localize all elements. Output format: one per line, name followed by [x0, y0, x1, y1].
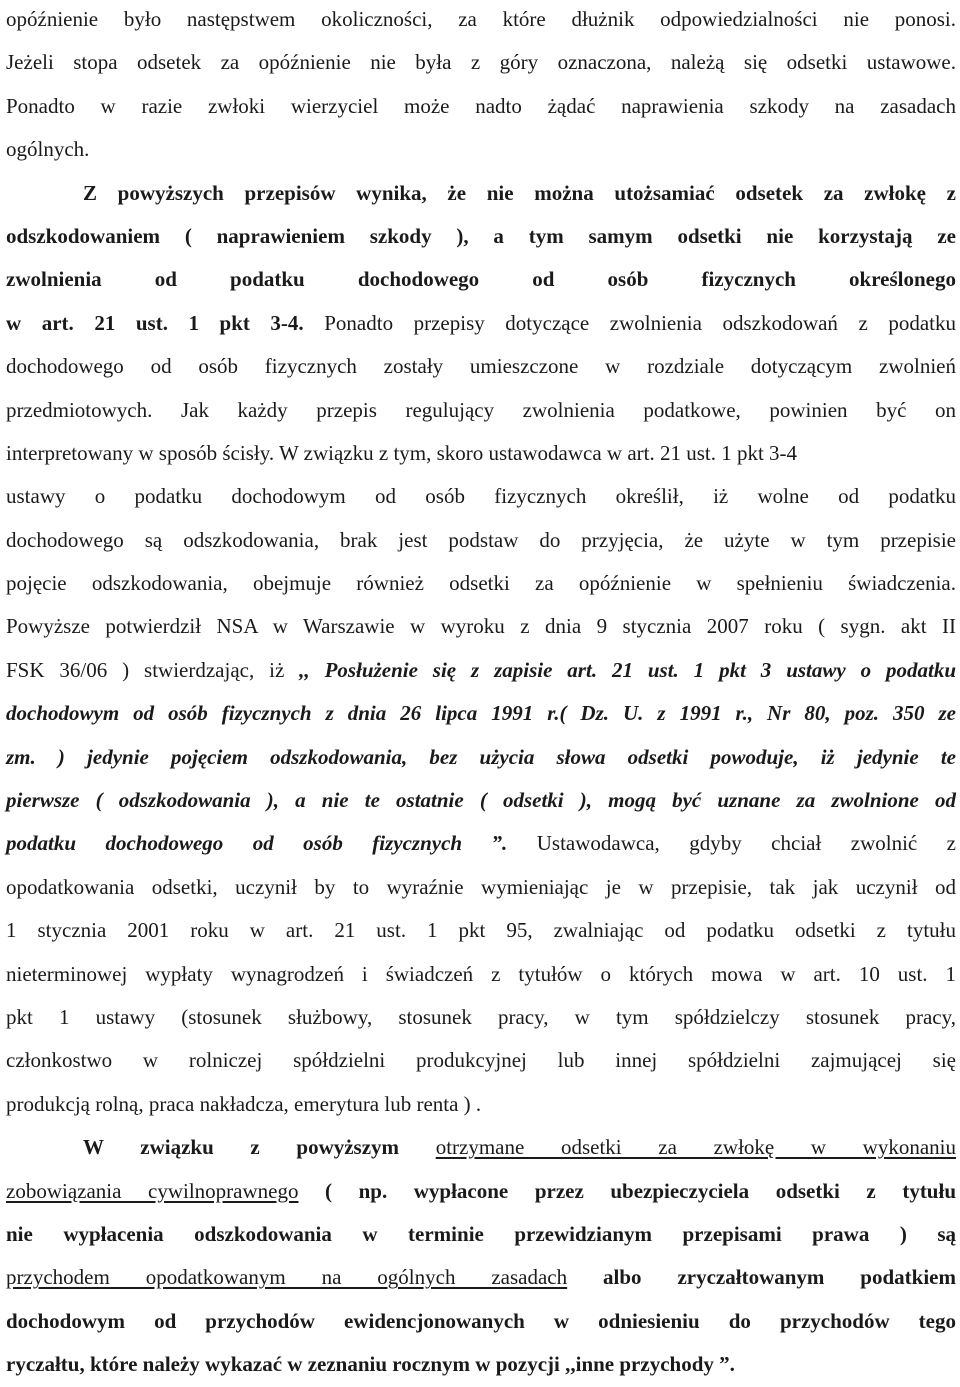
text-run: produkcją rolną, praca nakładcza, emerytura lub renta ) .: [6, 1091, 482, 1116]
text-line: [6, 562, 956, 605]
text-line: [6, 519, 956, 562]
bold-text: pierwsze ( odszkodowania ), a nie te ostatnie ( odsetki ), mogą być uznane za zwolnione od: [6, 788, 956, 813]
text-run: opóźnienie było następstwem okoliczności, za które dłużnik odpowiedzialności nie ponosi.: [6, 7, 956, 31]
text-line: [6, 692, 956, 735]
text-line: [6, 258, 956, 301]
underlined-text: przychodem opodatkowanym na ogólnych zasadach: [6, 1265, 568, 1290]
text-line: [6, 475, 956, 518]
text-run: Ponadto przepisy dotyczące zwolnienia odszkodowań z podatku: [303, 310, 956, 335]
text-run: członkostwo w rolniczej spółdzielni produkcyjnej lub innej spółdzielni zajmującej się: [6, 1048, 956, 1073]
text-run: przedmiotowych. Jak każdy przepis regulujący zwolnienia podatkowe, powinien być on: [6, 397, 956, 422]
text-line: [6, 172, 956, 215]
text-line: [6, 1343, 956, 1386]
bold-text: dochodowym od przychodów ewidencjonowanych w odniesieniu do przychodów tego: [6, 1308, 956, 1333]
text-line: [6, 389, 956, 432]
bold-text: nie wypłacenia odszkodowania w terminie przewidzianym przepisami prawa ) są: [6, 1221, 956, 1246]
text-line: [6, 996, 956, 1039]
text-line: [6, 1213, 956, 1256]
bold-text: podatku dochodowego od osób fizycznych ”.: [6, 831, 508, 856]
text-line: [6, 909, 956, 952]
underlined-text: zobowiązania cywilnoprawnego: [6, 1178, 299, 1203]
text-line: [6, 822, 956, 865]
text-run: 1 stycznia 2001 roku w art. 21 ust. 1 pkt 95, zwalniając od podatku odsetki z tytułu: [6, 918, 956, 943]
text-line: [6, 1126, 956, 1169]
text-line: [6, 605, 956, 648]
bold-text: W związku z powyższym: [83, 1135, 436, 1160]
bold-text: ( np. wypłacone przez ubezpieczyciela odsetki z tytułu: [298, 1178, 956, 1203]
text-line: [6, 432, 956, 475]
text-line: [6, 866, 956, 909]
text-run: nieterminowej wypłaty wynagrodzeń i świadczeń z tytułów o których mowa w art. 10 ust. 1: [6, 961, 956, 986]
document-body: [6, 0, 956, 1387]
text-line: [6, 1300, 956, 1343]
bold-text: odszkodowaniem ( naprawieniem szkody ), a tym samym odsetki nie korzystają ze: [6, 223, 956, 248]
text-run: pojęcie odszkodowania, obejmuje również odsetki za opóźnienie w spełnieniu świadczenia.: [6, 571, 956, 596]
text-run: Jeżeli stopa odsetek za opóźnienie nie była z góry oznaczona, należą się odsetki ustawowe.: [6, 50, 956, 75]
text-line: [6, 779, 956, 822]
bold-text: albo zryczałtowanym podatkiem: [567, 1265, 956, 1290]
text-run: FSK 36/06 ) stwierdzając, iż: [6, 657, 300, 682]
text-line: [6, 41, 956, 84]
paragraph: [6, 0, 956, 172]
bold-text: zwolnienia od podatku dochodowego od osób fizycznych określonego: [6, 267, 956, 292]
text-run: ogólnych.: [6, 137, 90, 162]
text-line: [6, 649, 956, 692]
text-line: [6, 1256, 956, 1299]
text-run: opodatkowania odsetki, uczynił by to wyraźnie wymieniając je w przepisie, tak jak uczynił od: [6, 874, 956, 899]
text-line: [6, 215, 956, 258]
bold-text: Z powyższych przepisów wynika, że nie można utożsamiać odsetek za zwłokę z: [83, 180, 956, 205]
text-line: [6, 0, 956, 41]
bold-text: ,, Posłużenie się z zapisie art. 21 ust. 1 pkt 3 ustawy o podatku: [299, 657, 957, 682]
text-run: dochodowego są odszkodowania, brak jest podstaw do przyjęcia, że użyte w tym przepisie: [6, 527, 956, 552]
text-line: [6, 1083, 956, 1126]
text-line: [6, 85, 956, 128]
text-line: [6, 1170, 956, 1213]
bold-text: zm. ) jedynie pojęciem odszkodowania, bez użycia słowa odsetki powoduje, iż jedynie te: [6, 744, 956, 769]
text-line: [6, 302, 956, 345]
text-run: pkt 1 ustawy (stosunek służbowy, stosunek pracy, w tym spółdzielczy stosunek pracy,: [6, 1004, 956, 1029]
underlined-text: otrzymane odsetki za zwłokę w wykonaniu: [435, 1135, 957, 1160]
text-line: [6, 128, 956, 171]
text-line: [6, 1039, 956, 1082]
text-run: Powyższe potwierdził NSA w Warszawie w wyroku z dnia 9 stycznia 2007 roku ( sygn. akt II: [6, 614, 956, 639]
bold-text: dochodowym od osób fizycznych z dnia 26 lipca 1991 r.( Dz. U. z 1991 r., Nr 80, poz. 350 ze: [6, 701, 956, 726]
text-run: interpretowany w sposób ścisły. W związku z tym, skoro ustawodawca w art. 21 ust. 1 pkt 3-4: [6, 440, 798, 465]
text-line: [6, 953, 956, 996]
text-line: [6, 345, 956, 388]
bold-text: w art. 21 ust. 1 pkt 3-4.: [6, 310, 304, 335]
text-run: ustawy o podatku dochodowym od osób fizycznych określił, iż wolne od podatku: [6, 484, 956, 509]
paragraph: [6, 1126, 956, 1386]
text-run: dochodowego od osób fizycznych zostały umieszczone w rozdziale dotyczącym zwolnień: [6, 354, 956, 379]
text-run: Ponadto w razie zwłoki wierzyciel może nadto żądać naprawienia szkody na zasadach: [6, 93, 956, 118]
paragraph: [6, 172, 956, 1127]
text-line: [6, 736, 956, 779]
bold-text: ryczałtu, które należy wykazać w zeznaniu rocznym w pozycji ,,inne przychody ”.: [6, 1352, 735, 1377]
text-run: Ustawodawca, gdyby chciał zwolnić z: [507, 831, 957, 856]
